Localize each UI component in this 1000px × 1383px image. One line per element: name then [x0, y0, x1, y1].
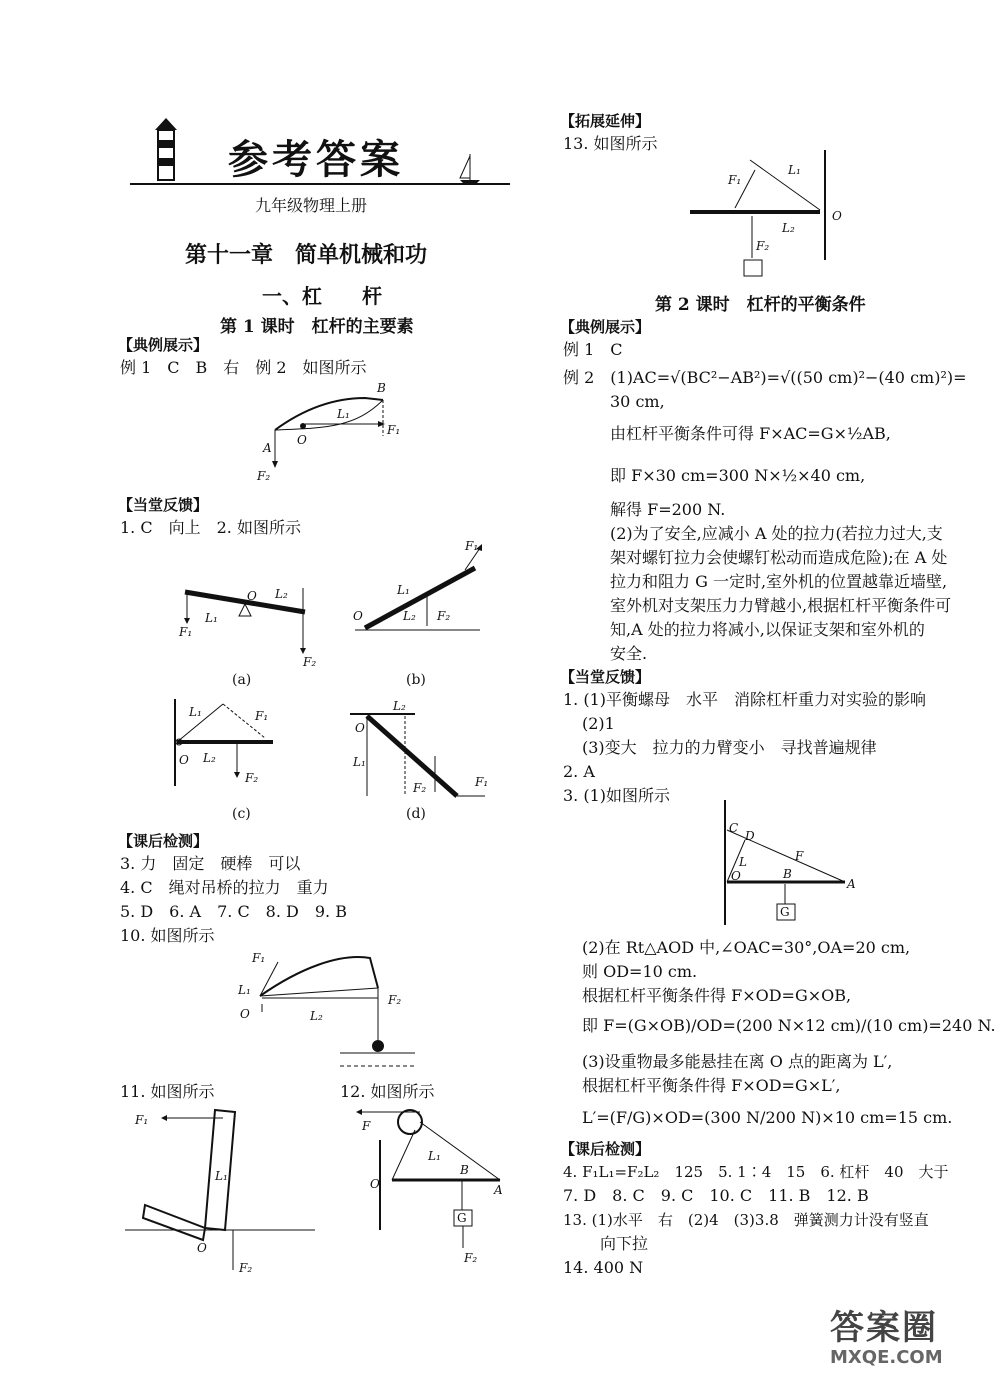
svg-text:L₂: L₂ [275, 587, 288, 601]
figure-q13 [690, 150, 860, 290]
ex2-a: 例 2 (1)AC=√(BC²−AB²)=√((50 cm)²−(40 cm)²)= [563, 368, 967, 387]
svg-text:F₁: F₁ [135, 1113, 149, 1127]
svg-text:O: O [179, 753, 189, 767]
q13-label: 13. 如图所示 [563, 134, 658, 153]
svg-text:L₁: L₁ [215, 1169, 228, 1183]
page-title: 参考答案 [228, 136, 404, 183]
svg-text:B: B [783, 867, 792, 881]
svg-text:F₂: F₂ [464, 1251, 478, 1265]
lesson2-title: 第 2 课时 杠杆的平衡条件 [655, 295, 866, 315]
watermark-logo [830, 1300, 990, 1375]
ex2-d: 即 F×30 cm=300 N×½×40 cm, [610, 466, 866, 485]
hw2-2: 7. D 8. C 9. C 10. C 11. B 12. B [563, 1186, 869, 1205]
svg-text:L₂: L₂ [393, 699, 406, 713]
svg-text:O: O [197, 1241, 207, 1255]
svg-text:O: O [297, 433, 307, 447]
figure-a [175, 570, 325, 670]
svg-text:L₂: L₂ [203, 751, 216, 765]
hw2-1: 4. F₁L₁=F₂L₂ 125 5. 1∶4 15 6. 杠杆 40 大于 [563, 1163, 949, 1181]
svg-text:L: L [739, 855, 747, 869]
ex2-f: (2)为了安全,应减小 A 处的拉力(若拉力过大,支 [610, 524, 943, 543]
svg-text:F: F [362, 1119, 371, 1133]
svg-text:L₁: L₁ [337, 407, 350, 421]
hw-line-2: 4. C 绳对吊桥的拉力 重力 [120, 878, 329, 897]
svg-text:F₂: F₂ [437, 609, 451, 623]
svg-text:F₁: F₁ [387, 423, 401, 437]
svg-text:O: O [247, 589, 257, 603]
svg-text:A: A [494, 1183, 503, 1197]
tag-extension: 【拓展延伸】 [560, 112, 651, 130]
calc-4: 即 F=(G×OB)/OD=(200 N×12 cm)/(10 cm)=240 N. [582, 1016, 996, 1035]
calc-5: (3)设重物最多能悬挂在离 O 点的距离为 L′, [582, 1052, 893, 1071]
tag-examples-2: 【典例展示】 [560, 318, 651, 336]
ex1: 例 1 C [563, 340, 623, 359]
svg-text:F₁: F₁ [179, 625, 193, 639]
svg-text:L₁: L₁ [397, 583, 410, 597]
fb-5: 3. (1)如图所示 [563, 786, 671, 805]
ex2-h: 拉力和阻力 G 一定时,室外机的位置越靠近墙壁, [610, 572, 948, 591]
svg-text:L₁: L₁ [189, 705, 202, 719]
hw2-4: 向下拉 [600, 1234, 649, 1253]
svg-text:F₁: F₁ [475, 775, 489, 789]
figure-q11 [125, 1100, 325, 1280]
caption-a: (a) [232, 672, 252, 688]
fb-1: 1. (1)平衡螺母 水平 消除杠杆重力对实验的影响 [563, 690, 927, 709]
ex2-e: 解得 F=200 N. [610, 500, 726, 519]
svg-text:L₂: L₂ [782, 221, 795, 235]
svg-text:F₂: F₂ [756, 239, 770, 253]
hw-line-1: 3. 力 固定 硬棒 可以 [120, 854, 301, 873]
figure-c [165, 694, 315, 794]
ex2-j: 知,A 处的拉力将减小,以保证支架和室外机的 [610, 620, 925, 639]
tag-feedback: 【当堂反馈】 [118, 496, 209, 514]
svg-text:F₁: F₁ [728, 173, 742, 187]
svg-text:L₂: L₂ [310, 1009, 323, 1023]
svg-text:F: F [795, 849, 804, 863]
svg-text:G: G [780, 905, 790, 919]
tag-examples: 【典例展示】 [118, 336, 209, 354]
figure-fb3 [705, 800, 865, 935]
caption-d: (d) [406, 806, 426, 822]
calc-1: (2)在 Rt△AOD 中,∠OAC=30°,OA=20 cm, [582, 938, 911, 957]
svg-text:F₁: F₁ [252, 951, 266, 965]
figure-b [345, 540, 495, 640]
example-line: 例 1 C B 右 例 2 如图所示 [120, 358, 367, 377]
svg-text:O: O [731, 869, 741, 883]
svg-text:F₁: F₁ [465, 540, 479, 553]
svg-text:F₂: F₂ [239, 1261, 253, 1275]
figure-example2 [245, 378, 415, 488]
svg-text:A: A [847, 877, 856, 891]
feedback-line: 1. C 向上 2. 如图所示 [120, 518, 301, 537]
svg-text:O: O [240, 1007, 250, 1021]
tag-homework: 【课后检测】 [118, 832, 209, 850]
calc-3: 根据杠杆平衡条件得 F×OD=G×OB, [582, 986, 852, 1005]
watermark-text: 答案圈 [830, 1308, 938, 1348]
svg-text:A: A [263, 441, 272, 455]
figure-q10 [230, 948, 420, 1078]
svg-text:D: D [745, 829, 755, 843]
svg-text:O: O [832, 209, 842, 223]
caption-b: (b) [406, 672, 426, 688]
figure-d [345, 696, 495, 806]
ex2-b: 30 cm, [610, 392, 665, 411]
svg-text:F₂: F₂ [245, 771, 259, 785]
tag-homework-2: 【课后检测】 [560, 1140, 651, 1158]
ex2-k: 安全. [610, 644, 648, 663]
hw-line-3: 5. D 6. A 7. C 8. D 9. B [120, 902, 347, 921]
hw2-5: 14. 400 N [563, 1258, 644, 1277]
fb-2: (2)1 [582, 714, 615, 733]
hw-line-4: 10. 如图所示 [120, 926, 215, 945]
svg-text:C: C [729, 821, 739, 835]
svg-text:F₂: F₂ [303, 655, 317, 669]
ex2-i: 室外机对支架压力力臂越小,根据杠杆平衡条件可 [610, 596, 952, 615]
fb-4: 2. A [563, 762, 595, 781]
calc-2: 则 OD=10 cm. [582, 962, 698, 981]
calc-6: 根据杠杆平衡条件得 F×OD=G×L′, [582, 1076, 841, 1095]
svg-text:G: G [457, 1211, 467, 1225]
q12-label: 12. 如图所示 [340, 1082, 435, 1101]
fb-3: (3)变大 拉力的力臂变小 寻找普遍规律 [582, 738, 877, 757]
svg-text:L₁: L₁ [788, 163, 801, 177]
tag-feedback-2: 【当堂反馈】 [560, 668, 651, 686]
svg-text:B: B [377, 381, 386, 395]
svg-text:O: O [370, 1177, 380, 1191]
hw2-3: 13. (1)水平 右 (2)4 (3)3.8 弹簧测力计没有竖直 [563, 1211, 929, 1229]
caption-c: (c) [232, 806, 251, 822]
chapter-title: 第十一章 简单机械和功 [185, 242, 428, 268]
svg-text:L₁: L₁ [353, 755, 366, 769]
svg-text:O: O [355, 721, 365, 735]
lesson1-title: 第 1 课时 杠杆的主要素 [220, 317, 414, 337]
ex2-c: 由杠杆平衡条件可得 F×AC=G×½AB, [610, 424, 891, 443]
calc-7: L′=(F/G)×OD=(300 N/200 N)×10 cm=15 cm. [582, 1108, 953, 1127]
svg-text:B: B [460, 1163, 469, 1177]
svg-text:F₂: F₂ [413, 781, 427, 795]
q11-label: 11. 如图所示 [120, 1082, 215, 1101]
svg-text:F₁: F₁ [255, 709, 269, 723]
figure-q12 [330, 1100, 530, 1270]
ex2-g: 架对螺钉拉力会使螺钉松动而造成危险);在 A 处 [610, 548, 948, 567]
svg-text:L₁: L₁ [205, 611, 218, 625]
section-title: 一、杠 杆 [262, 284, 382, 308]
svg-text:O: O [353, 609, 363, 623]
svg-text:F₂: F₂ [257, 469, 271, 483]
svg-text:L₂: L₂ [403, 609, 416, 623]
subtitle: 九年级物理上册 [255, 196, 368, 215]
svg-text:L₁: L₁ [428, 1149, 441, 1163]
watermark-url: MXQE.COM [830, 1347, 943, 1368]
svg-text:L₁: L₁ [238, 983, 251, 997]
svg-text:F₂: F₂ [388, 993, 402, 1007]
